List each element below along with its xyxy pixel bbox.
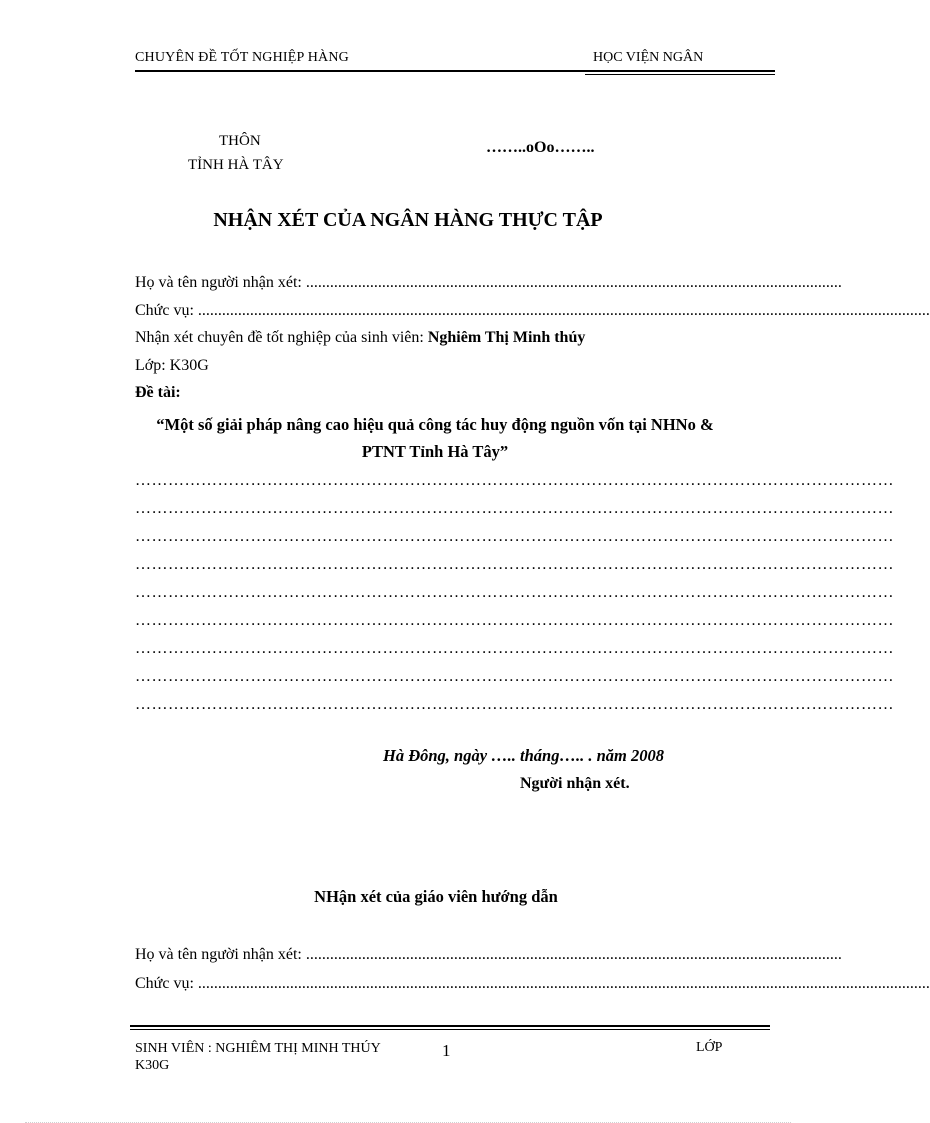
decor-ooo: ……..oOo…….. [486,139,595,156]
position-row [135,302,930,320]
header-rule-thin [585,74,775,75]
reviewer-name-label: Họ và tên người nhận xét: [135,274,302,291]
comment-blank-line: ………………………………………………………………………………………………………………………… [135,472,894,489]
footer-rule [130,1025,770,1027]
teacher-reviewer-label: Họ và tên người nhận xét: [135,946,302,963]
class-line: Lớp: K30G [135,357,209,374]
comment-blank-line: ………………………………………………………………………………………………………………………… [135,584,894,601]
topic-label: Đề tài: [135,384,181,401]
date-line: Hà Đông, ngày ….. tháng….. . năm 2008 [383,746,664,765]
teacher-position-blank: ....................................................................................................................................................................................... [197,975,930,992]
student-name: Nghiêm Thị Minh thúy [427,329,586,346]
comment-blank-line: ………………………………………………………………………………………………………………………… [135,500,894,517]
signer-label: Người nhận xét. [520,775,630,792]
comment-prefix: Nhận xét chuyên đề tốt nghiệp của sinh viên: [135,329,424,346]
org-line-1: THÔN [219,133,261,149]
comment-blank-line: ………………………………………………………………………………………………………………………… [135,640,894,657]
comment-blank-line: ………………………………………………………………………………………………………………………… [135,556,894,573]
comment-blank-line: ………………………………………………………………………………………………………………………… [135,528,894,545]
org-line-2: TỈNH HÀ TÂY [188,157,284,173]
page-title: NHẬN XÉT CỦA NGÂN HÀNG THỰC TẬP [213,209,603,231]
comment-blank-line: ………………………………………………………………………………………………………………………… [135,612,894,629]
position-blank: ....................................................................................................................................................................................... [197,302,930,319]
teacher-reviewer-blank: ...................................................................................................................................... [305,946,842,963]
page-header-left: CHUYÊN ĐỀ TỐT NGHIỆP HÀNG [135,50,349,65]
footer-left [135,1040,381,1074]
position-label: Chức vụ: [135,302,194,319]
reviewer-name-blank: ...................................................................................................................................... [305,274,842,291]
teacher-reviewer-row [135,946,842,964]
page-number: 1 [442,1041,451,1060]
header-rule [135,70,775,72]
comment-row [135,329,585,347]
comment-blank-line: ………………………………………………………………………………………………………………………… [135,668,894,685]
teacher-position-label: Chức vụ: [135,975,194,992]
reviewer-name-row [135,274,842,292]
teacher-position-row [135,975,930,993]
topic-text: “Một số giải pháp nâng cao hiệu quả công tác huy động nguồn vốn tại NHNo & PTNT Tỉnh Hà Tây” [156,415,714,461]
footer-right: LỚP [696,1040,723,1055]
footer-student: SINH VIÊN : NGHIÊM THỊ MINH THÚY [135,1041,381,1056]
comment-blank-line: ………………………………………………………………………………………………………………………… [135,696,894,713]
page-header-right: HỌC VIỆN NGÂN [593,50,704,65]
footer-rule-thin [130,1029,770,1030]
footer-class: K30G [135,1058,170,1073]
teacher-section-title: NHận xét của giáo viên hướng dẫn [314,887,558,906]
